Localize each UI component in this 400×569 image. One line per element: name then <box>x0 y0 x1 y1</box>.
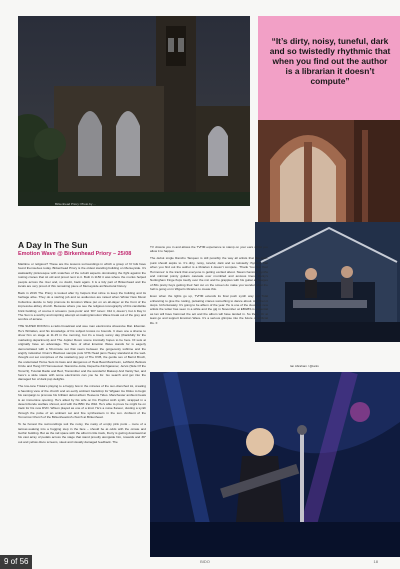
page-number: 18 <box>373 559 378 564</box>
photo-caption: Birkenhead Priory: Photo by … <box>55 202 97 206</box>
paragraph: Back in 2016 The Priory is looked after by helpers that strive to keep the building and its heritage alive. They do a sterling job and so audiences are raised when Winter New Music Collective decide to help promote its Emotion Wave put on an all-dayer at the front of the impressive abbey church. Because where you see the religious iconography of this candlelike brick building, of course it screams ‘post-punk’ and ‘DIY tunes’. Did it, doesn’t, but A Day In The Sun is a worthy and inspiring attempt at making Emotion Wave break out of the grey and sombre of arcane. <box>18 291 146 322</box>
paragraph: THE SUPER ROOM is a radio broadcast and wee man electronica obsessive Mat. Ebenian. He’s Wirralian, and his knowledge of his subject knows no bounds. It does one a shame to show him on stage at 11.15 in the morning, but it’s a lovely sunny day (thankfully for the marketing department) and The Jupiter Room scene ironically hopes to be here. Dl sets at originally have an advantage. The fans of what Emotion Wave stands for is eagerly demonstrated with a 50-minute set that veers between the gorgeously sublime and the angrily industrial. Drum’s Blackout sample puts VHS Head jams Heavy standard at the well-thought out set comprises of the scattering pop of The KVB, the gentle sex of Bernd Bruch, the underrated Horse Sets its bass and dangerous of Heat Beat Mannheim, Leftfield, Bellows Circle and Hang Of Homosexual. Stammbe-Jutta, Depeche-Kirchgassner, Jervis (Side Of the Tonal 9), Tutorial Radio and Bed, Transmitter and the wonderful Makeup And Vanity Set, and here’s a wide stasis with some electronics can you be for. Go search and get into the damaged fun of dark pop delights. <box>18 324 146 382</box>
paragraph: TV drowns you in and allows the TVHM experience to stamp on your ears whilst you allow it to happen. <box>150 245 268 254</box>
pull-quote: “It’s dirty, noisy, tuneful, dark and so twistedly rhythmic that when you find out the author is a librarian it doesn’t compute” <box>269 36 391 86</box>
column-2 <box>150 245 268 328</box>
magazine-name: BIDO <box>200 559 210 564</box>
column-1 <box>18 262 146 447</box>
paragraph: To be honest the surroundings suit the noisy, the nasty of empty pink punk – more of a tarmac-soaking into a hugging step in the face – should be at odds with the ornate and Gothic building. But as the rail space with the album’s title track, Dorry is gazing downward at his vast array of pedals across the stage that stand proudly alongside him, towards and 39° out and yellow disco screens, sleek and visually damaged feedback. The <box>18 422 146 444</box>
article-title: A Day In The Sun <box>18 240 88 250</box>
paragraph: The low-tone Triska’s playing to a happy few in the minutes of the sun-drenched lot, creating a haunting view of the church and an eerily ambient backdrop for Wigaan Ice Disko to begin his campaign to promote his brilliant debut album Heavens Tides. Manchester ambient beats is an immersive opening. He’s allied by his wife on his Prophet sixth synth, wrapped in a desert-blonde warfare shroud, and with the BBC the Wild. He’s able to prove he might be on track for his new DVD. Wilson played as one of a kind. He’s a noise flaneur, dusting a synth through the pulse of an ambient set and fine synthesisers in the sun. Ambient of the Tomorrow Church of the Birkenhead-ish church at Birkenhead. <box>18 384 146 420</box>
dj-illustration <box>255 222 400 342</box>
arch-window-photo <box>258 120 400 238</box>
band-performance-photo <box>150 372 400 557</box>
arch-illustration <box>258 120 400 238</box>
paragraph: Maritime or religious? These are the lessons surroundings in which a group of ‘lit’ folk have found themselves today. Birkenhead Priory is the oldest standing building on Merseyside. It’s awkwardly picturesque with snatches of the rebuilt aspects dominating the fight against the rusting cranes that sit old and proud next to it. Built in 1150 it was where the monks helped people across the river and, no doubt, back again. It is a tidy part of Birkenhead and the locals are very proud of this remaining piece of Merseyside architectural history. <box>18 262 146 289</box>
paragraph: Even when the lights go up, TVHM extends its final push synth way out Tidal enhancing to give the rusting, pulsating cranes something to dance about. And then it stops. Unfortunately. It’s going to be album of the year. He is one of the cleverest new artists the writer has seen in a while and the gig in November at EBGBS is essential as Ian will have hammed the act and the album will have landed in. So there. Or at least go and support Emotion Wave. It’s a serious glimpse into the future of artificial life. F <box>150 294 268 325</box>
article-subtitle: Emotion Wave @ Birkenhead Priory – 25/08 <box>18 251 132 257</box>
priory-ruins-photo <box>18 16 250 206</box>
paragraph: The debut single Rancho Tanquen is still possibly the way all artists that like post-punk should aspire to. It’s dirty, noisy, tuneful, dark and so twistedly rhythmic that when you find out the author is a librarian it doesn’t compute. ‘Thank You Not Your Hormones’ is the track that everyone is getting excited about. Steam hammer synths and minimal pointy guitars cascade over mumbled and anxious lines. Dorky’s Nottingham fringe flops loudly over the mic and he grapples with his guitar as images of 80s pretty boys getting their hair cut on the screen do make you wonder what the hell is going on in Wigan’s libraries to create this. <box>150 256 268 292</box>
photo-credit: Ian Abraham / @iantx <box>290 364 319 368</box>
priory-illustration <box>18 16 250 206</box>
dj-tent-photo <box>255 222 400 342</box>
band-illustration <box>150 372 400 557</box>
page-counter: 9 of 56 <box>0 555 32 569</box>
